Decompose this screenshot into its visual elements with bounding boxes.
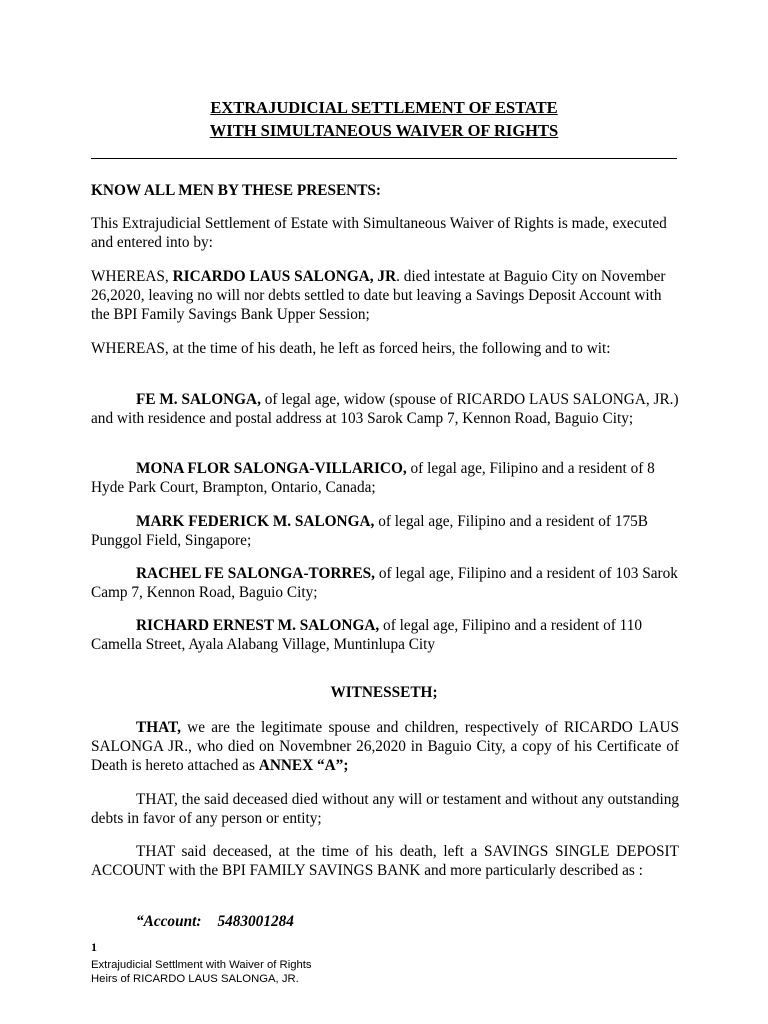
heir-name: RICHARD ERNEST M. SALONGA, bbox=[136, 617, 380, 634]
footer-line-1: Extrajudicial Settlment with Waiver of Rights bbox=[91, 959, 312, 971]
that-body: we are the legitimate spouse and children, respectively of RICARDO LAUS SALONGA JR., who died on Novembner 26,2020 in Baguio City, a copy of his Certificate of Death is hereto attached as bbox=[91, 719, 679, 774]
heir-details: of legal age, Filipino and a resident of 110 Camella Street, Ayala Alabang Village, Muntinlupa City bbox=[91, 617, 643, 653]
heir-details: of legal age, Filipino and a resident of 175B Punggol Field, Singapore; bbox=[91, 513, 648, 549]
title-divider bbox=[91, 158, 677, 159]
footer-line-2: Heirs of RICARDO LAUS SALONGA, JR. bbox=[91, 973, 299, 985]
heir-name: MONA FLOR SALONGA-VILLARICO, bbox=[136, 460, 407, 477]
annex-reference: ANNEX “A”; bbox=[258, 757, 349, 774]
account-line bbox=[136, 913, 294, 931]
heir-paragraph bbox=[91, 616, 679, 654]
heir-name: MARK FEDERICK M. SALONGA, bbox=[136, 513, 375, 530]
heir-paragraph bbox=[91, 564, 679, 602]
account-number: 5483001284 bbox=[217, 913, 294, 930]
page-number: 1 bbox=[91, 940, 97, 954]
heir-name: FE M. SALONGA, bbox=[136, 391, 261, 408]
opening-line: KNOW ALL MEN BY THESE PRESENTS: bbox=[91, 182, 382, 199]
heir-name: RACHEL FE SALONGA-TORRES, bbox=[136, 565, 375, 582]
that-lead: THAT, bbox=[136, 719, 181, 736]
document-title-line-2: WITH SIMULTANEOUS WAIVER OF RIGHTS bbox=[209, 121, 559, 140]
intro-paragraph: This Extrajudicial Settlement of Estate with Simultaneous Waiver of Rights is made, executed and entered into by: bbox=[91, 215, 667, 251]
document-title-line-1: EXTRAJUDICIAL SETTLEMENT OF ESTATE bbox=[210, 98, 558, 117]
heir-paragraph bbox=[91, 390, 679, 428]
decedent-name: RICARDO LAUS SALONGA, JR bbox=[172, 268, 397, 285]
that-3-text: THAT said deceased, at the time of his death, left a SAVINGS SINGLE DEPOSIT ACCOUNT with the BPI FAMILY SAVINGS BANK and more particularly described as : bbox=[91, 843, 679, 879]
whereas-prefix: WHEREAS, bbox=[91, 268, 173, 285]
heir-details: of legal age, Filipino and a resident of 103 Sarok Camp 7, Kennon Road, Baguio City; bbox=[91, 565, 678, 601]
heir-details: of legal age, Filipino and a resident of 8 Hyde Park Court, Brampton, Ontario, Canada; bbox=[91, 460, 655, 496]
whereas-paragraph-2: WHEREAS, at the time of his death, he left as forced heirs, the following and to wit: bbox=[91, 340, 611, 357]
account-label: “Account: bbox=[136, 913, 202, 930]
that-paragraph-2 bbox=[91, 790, 679, 828]
heir-details: of legal age, widow (spouse of RICARDO LAUS SALONGA, JR.) and with residence and postal address at 103 Sarok Camp 7, Kennon Road, Baguio City; bbox=[91, 391, 679, 427]
that-paragraph-3 bbox=[91, 842, 679, 880]
that-paragraph-1 bbox=[91, 718, 679, 775]
that-2-text: THAT, the said deceased died without any will or testament and without any outstanding debts in favor of any person or entity; bbox=[91, 791, 679, 827]
heir-paragraph bbox=[91, 512, 679, 550]
heir-paragraph bbox=[91, 459, 679, 497]
witnesseth-heading: WITNESSETH; bbox=[330, 684, 438, 701]
whereas-rest: . died intestate at Baguio City on November 26,2020, leaving no will nor debts settled to date but leaving a Savings Deposit Account with the BPI Family Savings Bank Upper Session; bbox=[91, 268, 666, 323]
whereas-paragraph-1 bbox=[91, 267, 679, 324]
